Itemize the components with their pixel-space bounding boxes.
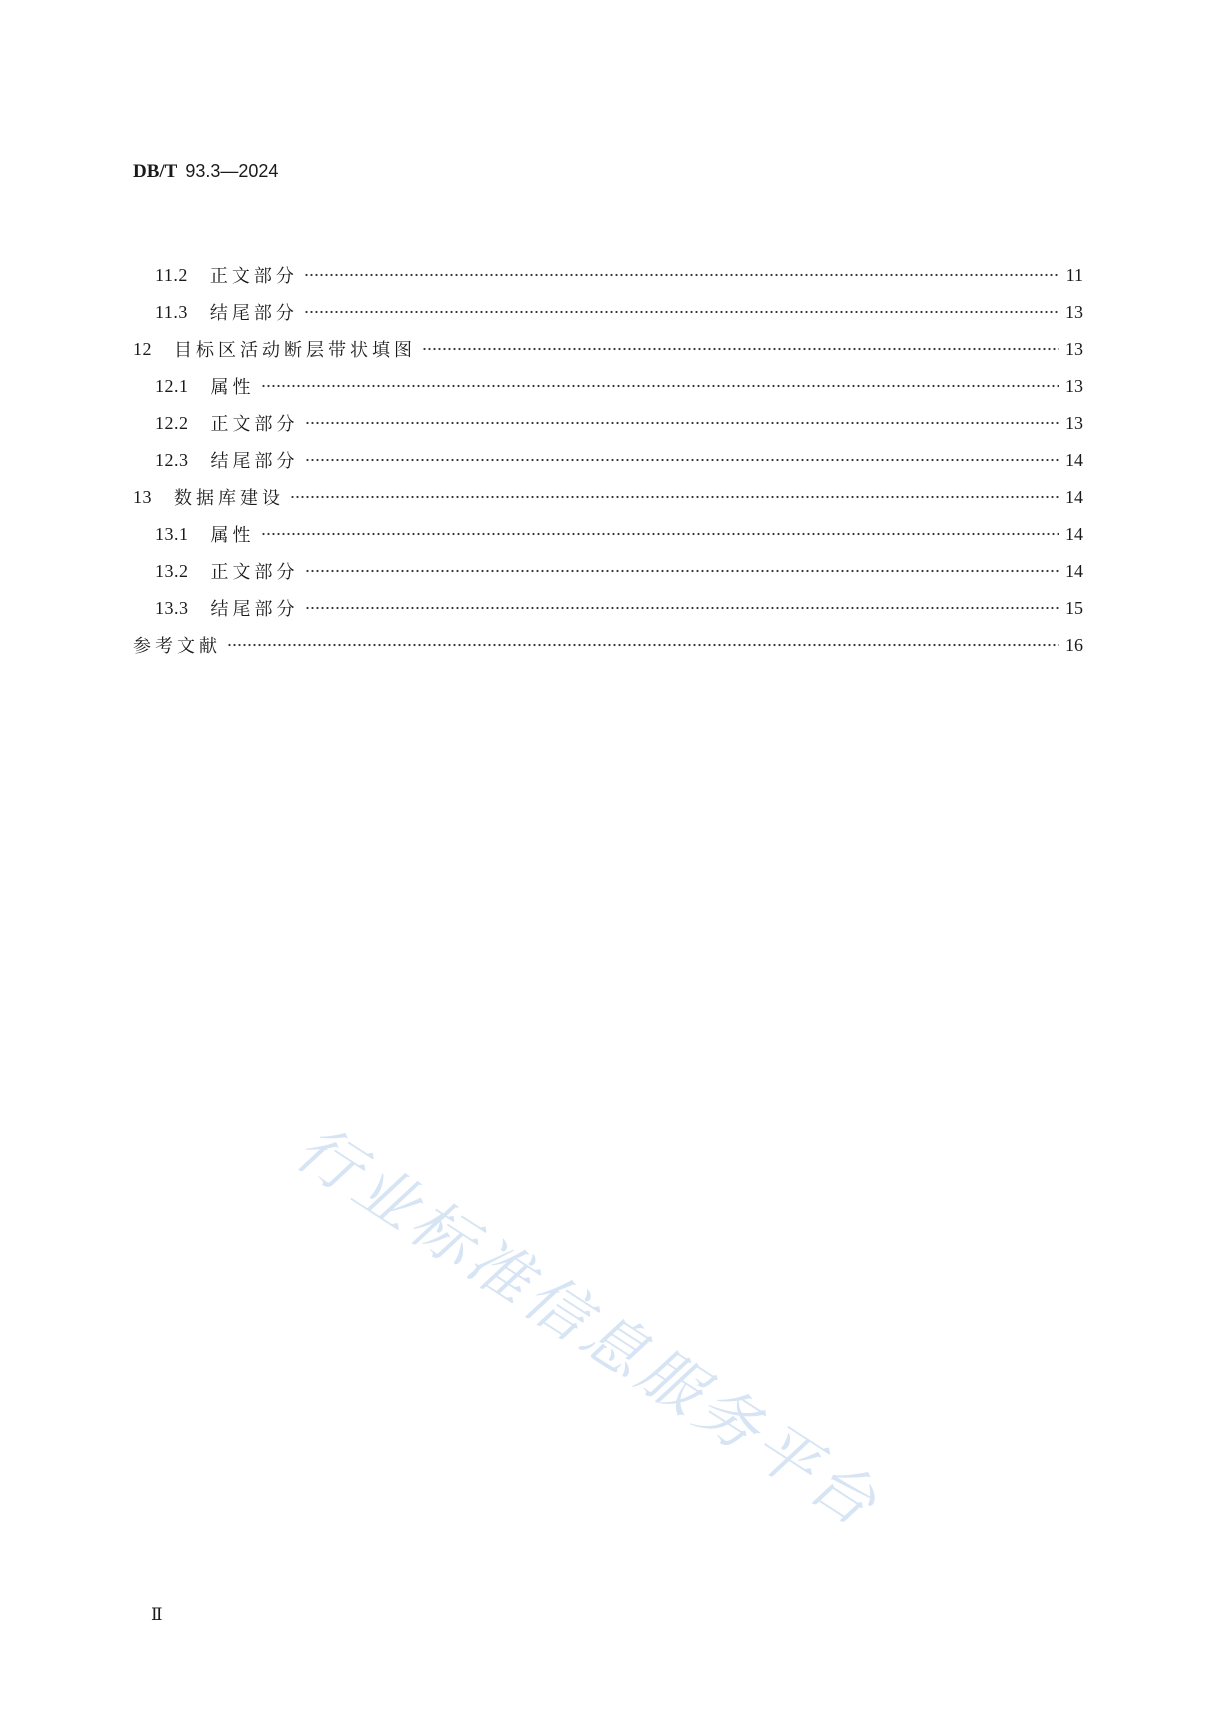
- document-code-number: 93.3—2024: [185, 161, 279, 181]
- toc-entry-number: 13.3: [155, 597, 189, 618]
- toc-entry[interactable]: [133, 262, 1083, 288]
- document-code-prefix: DB/T: [133, 161, 178, 182]
- toc-entry-page: 14: [1065, 449, 1083, 470]
- toc-entry-page: 13: [1065, 412, 1083, 433]
- toc-entry-title: 参考文献: [133, 636, 221, 657]
- toc-entry-title: 结尾部分: [210, 599, 299, 620]
- toc-entry[interactable]: [133, 595, 1083, 621]
- toc-entry-page: 16: [1065, 634, 1083, 655]
- toc-entry-number: 12: [133, 338, 152, 359]
- toc-entry-number: 13: [133, 486, 152, 507]
- toc-entry-page: 11: [1065, 264, 1083, 285]
- toc-leader-dots: [305, 606, 1060, 610]
- toc-leader-dots: [304, 310, 1059, 314]
- toc-entry[interactable]: [133, 521, 1083, 547]
- toc-entry-title: 目标区活动断层带状填图: [174, 340, 416, 361]
- toc-entry-number: 11.2: [155, 264, 188, 285]
- toc-entry-title: 结尾部分: [210, 451, 299, 472]
- toc-entry-title: 正文部分: [210, 414, 299, 435]
- toc-entry-number: 13.2: [155, 560, 189, 581]
- toc-leader-dots: [305, 421, 1060, 425]
- toc-entry-page: 14: [1065, 523, 1083, 544]
- toc-entry-number: 13.1: [155, 523, 189, 544]
- toc-leader-dots: [261, 384, 1060, 388]
- toc-leader-dots: [304, 273, 1059, 277]
- toc-leader-dots: [261, 532, 1060, 536]
- toc-entry[interactable]: [133, 632, 1083, 658]
- toc-entry-page: 13: [1065, 301, 1083, 322]
- toc-entry[interactable]: [133, 373, 1083, 399]
- toc-entry-title: 属性: [210, 377, 255, 398]
- toc-entry-number: 12.3: [155, 449, 189, 470]
- toc-entry[interactable]: [133, 299, 1083, 325]
- toc-entry[interactable]: [133, 447, 1083, 473]
- toc-entry-number: 12.2: [155, 412, 189, 433]
- toc-leader-dots: [305, 569, 1060, 573]
- toc-entry-title: 属性: [210, 525, 255, 546]
- toc-leader-dots: [305, 458, 1060, 462]
- toc-leader-dots: [422, 347, 1059, 351]
- toc-entry[interactable]: [133, 336, 1083, 362]
- toc-entry[interactable]: [133, 484, 1083, 510]
- toc-entry-page: 14: [1065, 486, 1083, 507]
- toc-entry-page: 13: [1065, 338, 1083, 359]
- toc-leader-dots: [227, 643, 1059, 647]
- toc-entry-page: 15: [1065, 597, 1083, 618]
- toc-entry-title: 数据库建设: [174, 488, 284, 509]
- toc-entry[interactable]: [133, 558, 1083, 584]
- toc-entry-number: 12.1: [155, 375, 189, 396]
- page-number: Ⅱ: [151, 1605, 163, 1624]
- toc-entry-title: 正文部分: [210, 562, 299, 583]
- watermark: 行业标准信息服务平台: [283, 1110, 894, 1543]
- document-code: [133, 160, 278, 183]
- toc-entry-page: 14: [1065, 560, 1083, 581]
- toc-leader-dots: [290, 495, 1059, 499]
- toc-entry-title: 结尾部分: [209, 303, 298, 324]
- toc-entry[interactable]: [133, 410, 1083, 436]
- toc-entry-title: 正文部分: [209, 266, 298, 287]
- toc-entry-number: 11.3: [155, 301, 188, 322]
- toc-entry-page: 13: [1065, 375, 1083, 396]
